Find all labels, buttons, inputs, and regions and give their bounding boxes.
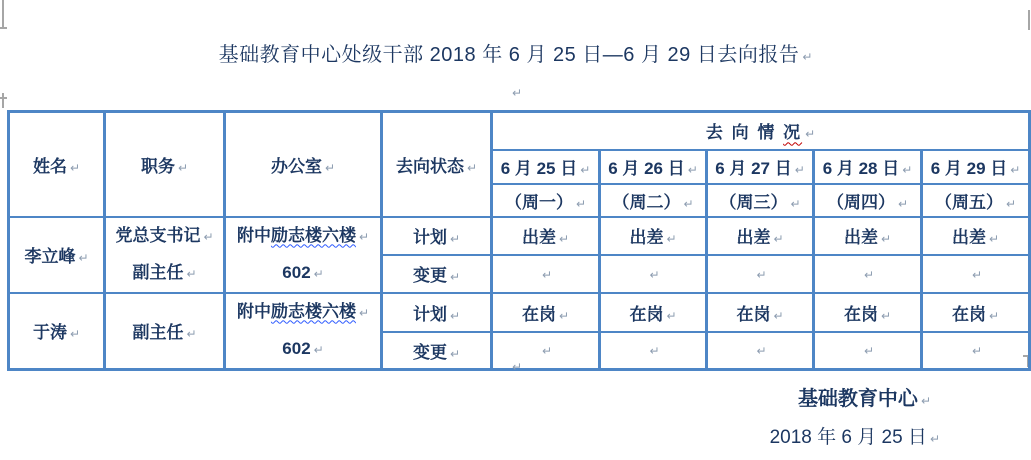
pilcrow-mark: ↵ xyxy=(511,86,523,100)
header-name: 姓名 ↵ xyxy=(9,112,105,217)
pilcrow-mark: ↵ xyxy=(1006,196,1017,211)
change-value-cell xyxy=(814,255,922,293)
pilcrow-mark: ↵ xyxy=(324,160,336,175)
pilcrow-mark: ↵ xyxy=(358,305,370,320)
change-value-cell xyxy=(922,255,1030,293)
pilcrow-mark: ↵ xyxy=(920,394,931,408)
pilcrow-mark: ↵ xyxy=(902,163,913,177)
text-boundary-mark xyxy=(1028,10,1030,30)
pilcrow-mark: ↵ xyxy=(449,270,461,284)
plan-value-cell: 在岗 ↵ xyxy=(600,293,707,332)
pilcrow-mark: ↵ xyxy=(449,346,461,361)
pilcrow-mark: ↵ xyxy=(177,160,189,175)
pilcrow-mark: ↵ xyxy=(805,127,816,142)
pilcrow-mark: ↵ xyxy=(511,360,523,374)
pilcrow-mark: ↵ xyxy=(541,267,553,282)
change-label-cell: 变更 ↵ xyxy=(382,255,492,293)
pilcrow-mark: ↵ xyxy=(649,267,660,282)
grammar-flagged-text: 励志楼六楼 xyxy=(270,225,356,245)
pilcrow-mark: ↵ xyxy=(880,232,892,246)
pilcrow-mark: ↵ xyxy=(897,196,909,211)
pilcrow-mark: ↵ xyxy=(989,308,1000,323)
plan-value-cell: 出差 ↵ xyxy=(922,217,1030,255)
document-title-text: 基础教育中心处级干部 2018 年 6 月 25 日—6 月 29 日去向报告 xyxy=(218,44,800,66)
person-name-cell: 李立峰 ↵ xyxy=(9,217,105,293)
pilcrow-mark: ↵ xyxy=(863,344,875,359)
pilcrow-mark: ↵ xyxy=(756,344,767,359)
spellcheck-flagged-text: 况 xyxy=(783,123,803,143)
signature-date: 2018 年 6 月 25 日 ↵ xyxy=(769,427,940,448)
pilcrow-mark: ↵ xyxy=(972,344,983,359)
pilcrow-mark: ↵ xyxy=(756,267,767,282)
grammar-flagged-text: 励志楼六楼 xyxy=(270,301,356,321)
pilcrow-mark: ↵ xyxy=(666,308,677,323)
header-week-mon: （周一） ↵ xyxy=(492,184,600,217)
header-week-wed: （周三） ↵ xyxy=(707,184,814,217)
pilcrow-mark: ↵ xyxy=(575,196,587,211)
pilcrow-mark: ↵ xyxy=(186,327,197,341)
pilcrow-mark: ↵ xyxy=(649,344,660,359)
person-name-cell: 于涛 ↵ xyxy=(9,293,105,370)
pilcrow-mark: ↵ xyxy=(880,308,892,323)
header-date-wed: 6 月 27 日 ↵ xyxy=(707,150,814,184)
whereabouts-table xyxy=(7,110,1031,371)
plan-value-cell: 出差 ↵ xyxy=(492,217,600,255)
change-label-cell: 变更 ↵ xyxy=(382,332,492,369)
plan-value-cell: 在岗 ↵ xyxy=(492,293,600,332)
header-position: 职务 ↵ xyxy=(105,112,225,217)
pilcrow-mark: ↵ xyxy=(313,266,324,281)
pilcrow-mark: ↵ xyxy=(666,232,677,246)
pilcrow-mark: ↵ xyxy=(541,344,553,359)
text-boundary-mark xyxy=(0,27,7,29)
person-office-cell: 附中励志楼六楼 ↵ 602 ↵ xyxy=(225,217,382,293)
text-boundary-mark xyxy=(2,0,4,27)
person-position-cell: 党总支书记 ↵ 副主任 ↵ xyxy=(105,217,225,293)
signature-org: 基础教育中心 ↵ xyxy=(797,388,931,410)
pilcrow-mark: ↵ xyxy=(773,232,784,246)
pilcrow-mark: ↵ xyxy=(466,160,478,175)
pilcrow-mark: ↵ xyxy=(790,196,801,211)
pilcrow-mark: ↵ xyxy=(186,266,197,281)
header-date-mon: 6 月 25 日 ↵ xyxy=(492,150,600,184)
header-status: 去向状态 ↵ xyxy=(382,112,492,217)
pilcrow-mark: ↵ xyxy=(558,232,570,246)
document-title xyxy=(0,38,1031,67)
empty-paragraph xyxy=(0,84,1031,102)
person-position-cell: 副主任 ↵ xyxy=(105,293,225,370)
pilcrow-mark: ↵ xyxy=(687,163,698,177)
plan-value-cell: 在岗 ↵ xyxy=(814,293,922,332)
pilcrow-mark: ↵ xyxy=(972,267,983,282)
header-week-fri: （周五） ↵ xyxy=(922,184,1030,217)
pilcrow-mark: ↵ xyxy=(358,229,370,244)
plan-label-cell: 计划 ↵ xyxy=(382,217,492,255)
empty-paragraph xyxy=(0,358,1031,376)
pilcrow-mark: ↵ xyxy=(449,308,461,323)
header-week-tue: （周二） ↵ xyxy=(600,184,707,217)
pilcrow-mark: ↵ xyxy=(313,342,324,357)
pilcrow-mark: ↵ xyxy=(794,163,805,177)
header-office: 办公室 ↵ xyxy=(225,112,382,217)
header-week-thu: （周四） ↵ xyxy=(814,184,922,217)
header-date-thu: 6 月 28 日 ↵ xyxy=(814,150,922,184)
pilcrow-mark: ↵ xyxy=(78,251,89,265)
pilcrow-mark: ↵ xyxy=(69,327,81,341)
change-value-cell xyxy=(600,255,707,293)
pilcrow-mark: ↵ xyxy=(69,160,81,175)
plan-label-cell: 计划 ↵ xyxy=(382,293,492,332)
pilcrow-mark: ↵ xyxy=(773,308,784,323)
pilcrow-mark: ↵ xyxy=(449,232,461,246)
pilcrow-mark: ↵ xyxy=(863,267,875,282)
pilcrow-mark: ↵ xyxy=(558,308,570,323)
plan-value-cell: 出差 ↵ xyxy=(707,217,814,255)
header-date-fri: 6 月 29 日 ↵ xyxy=(922,150,1030,184)
pilcrow-mark: ↵ xyxy=(802,50,813,64)
plan-value-cell: 出差 ↵ xyxy=(600,217,707,255)
pilcrow-mark: ↵ xyxy=(580,163,591,177)
pilcrow-mark: ↵ xyxy=(1010,163,1021,177)
person-office-cell: 附中励志楼六楼 ↵ 602 ↵ xyxy=(225,293,382,370)
pilcrow-mark: ↵ xyxy=(989,232,1000,246)
pilcrow-mark: ↵ xyxy=(683,196,694,211)
plan-value-cell: 在岗 ↵ xyxy=(707,293,814,332)
plan-value-cell: 在岗 ↵ xyxy=(922,293,1030,332)
pilcrow-mark: ↵ xyxy=(203,229,214,244)
change-value-cell xyxy=(492,255,600,293)
pilcrow-mark: ↵ xyxy=(929,432,940,446)
header-situation: 去 向 情 况 ↵ xyxy=(492,112,1030,150)
change-value-cell xyxy=(707,255,814,293)
header-date-tue: 6 月 26 日 ↵ xyxy=(600,150,707,184)
plan-value-cell: 出差 ↵ xyxy=(814,217,922,255)
